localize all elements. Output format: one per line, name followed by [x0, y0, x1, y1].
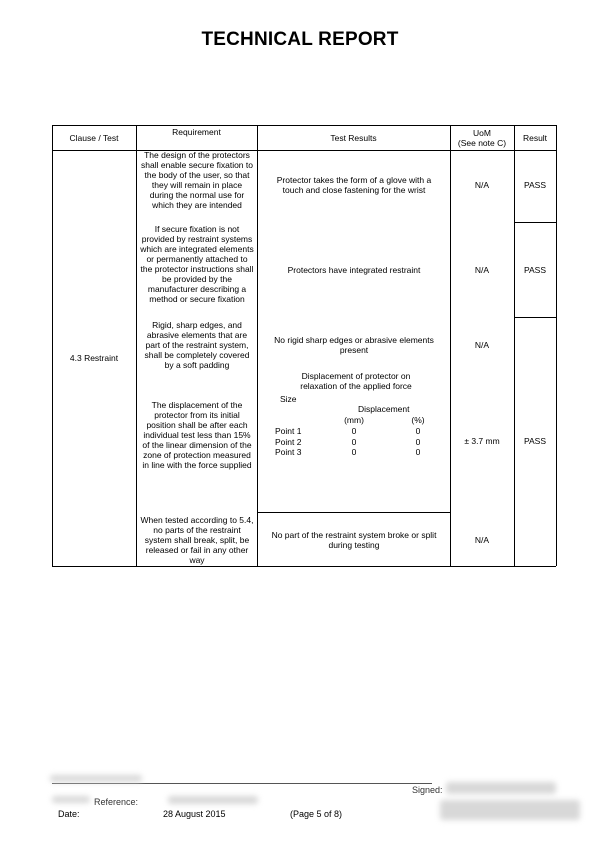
unit-pct: (%) [411, 415, 425, 425]
header-divider [52, 150, 556, 151]
clause-label: 4.3 Restraint [69, 353, 119, 363]
point-mm: 0 [351, 437, 357, 447]
unit-mm: (mm) [344, 415, 364, 425]
point-label: Point 1 [275, 426, 302, 436]
point-pct: 0 [415, 437, 421, 447]
date-value: 28 August 2015 [163, 809, 226, 819]
test-result-2: Protectors have integrated restraint [287, 265, 421, 275]
signed-label: Signed: [412, 785, 443, 795]
date-label: Date: [58, 809, 80, 819]
redacted-block [168, 796, 258, 804]
displacement-heading: Displacement [358, 404, 410, 414]
requirement-text-4: The displacement of the protector from its initial position shall be after each individual test less than 15% of the linear dimension of the zone of protection measured in line with the force supplied [142, 400, 252, 470]
table-border-top [52, 125, 556, 126]
header-test-results: Test Results [330, 133, 377, 143]
redacted-block [52, 796, 90, 803]
result-divider-1 [514, 222, 556, 223]
results-divider-last [257, 512, 450, 513]
uom-value-3: N/A [474, 340, 490, 350]
point-pct: 0 [415, 447, 421, 457]
table-border-left [52, 125, 53, 566]
redacted-block [440, 800, 580, 820]
page-number: (Page 5 of 8) [290, 809, 343, 819]
result-pass-2: PASS [523, 265, 547, 275]
uom-value-4: ± 3.7 mm [464, 436, 500, 446]
requirement-text-3: Rigid, sharp edges, and abrasive elements that are part of the restraint system, shall be completely covered by a soft padding [144, 320, 250, 370]
result-divider-2 [514, 317, 556, 318]
col-divider-clause [136, 125, 137, 566]
test-result-1: Protector takes the form of a glove with a touch and close fastening for the wrist [276, 175, 432, 195]
test-result-5: No part of the restraint system broke or split during testing [271, 530, 437, 550]
point-mm: 0 [351, 447, 357, 457]
header-requirement: Requirement [172, 127, 221, 137]
size-label: Size [280, 394, 297, 404]
result-pass-3: PASS [523, 436, 547, 446]
table-border-right [556, 125, 557, 566]
requirement-text-5: When tested according to 5.4, no parts of the restraint system shall break, split, be released or fail in any other way [140, 515, 254, 565]
header-clause: Clause / Test [69, 133, 119, 143]
point-label: Point 3 [275, 447, 302, 457]
requirement-text-2: If secure fixation is not provided by restraint systems which are integrated elements or permanently attached to the protector instructions shall be provided by the manufacturer describing a method or secure fixation [140, 224, 254, 304]
reference-label: Reference: [94, 797, 139, 807]
header-uom-note: (See note C) [457, 138, 507, 148]
footer-rule [52, 783, 432, 784]
uom-value-5: N/A [474, 535, 490, 545]
header-uom: UoM [473, 128, 491, 138]
header-result: Result [522, 133, 548, 143]
report-title: TECHNICAL REPORT [201, 29, 399, 50]
test-result-4: Displacement of protector on relaxation of the applied force [300, 371, 412, 391]
test-result-3: No rigid sharp edges or abrasive elements present [274, 335, 434, 355]
requirement-text-1: The design of the protectors shall enable secure fixation to the body of the user, so that they will remain in place during the normal use for which they are intended [141, 150, 253, 210]
uom-value-2: N/A [474, 265, 490, 275]
col-divider-requirement [257, 125, 258, 566]
point-label: Point 2 [275, 437, 302, 447]
uom-value-1: N/A [474, 180, 490, 190]
col-divider-uom [514, 125, 515, 566]
point-mm: 0 [351, 426, 357, 436]
redacted-block [50, 775, 142, 782]
result-pass-1: PASS [523, 180, 547, 190]
redacted-block [446, 782, 556, 794]
table-border-bottom [52, 566, 556, 567]
point-pct: 0 [415, 426, 421, 436]
